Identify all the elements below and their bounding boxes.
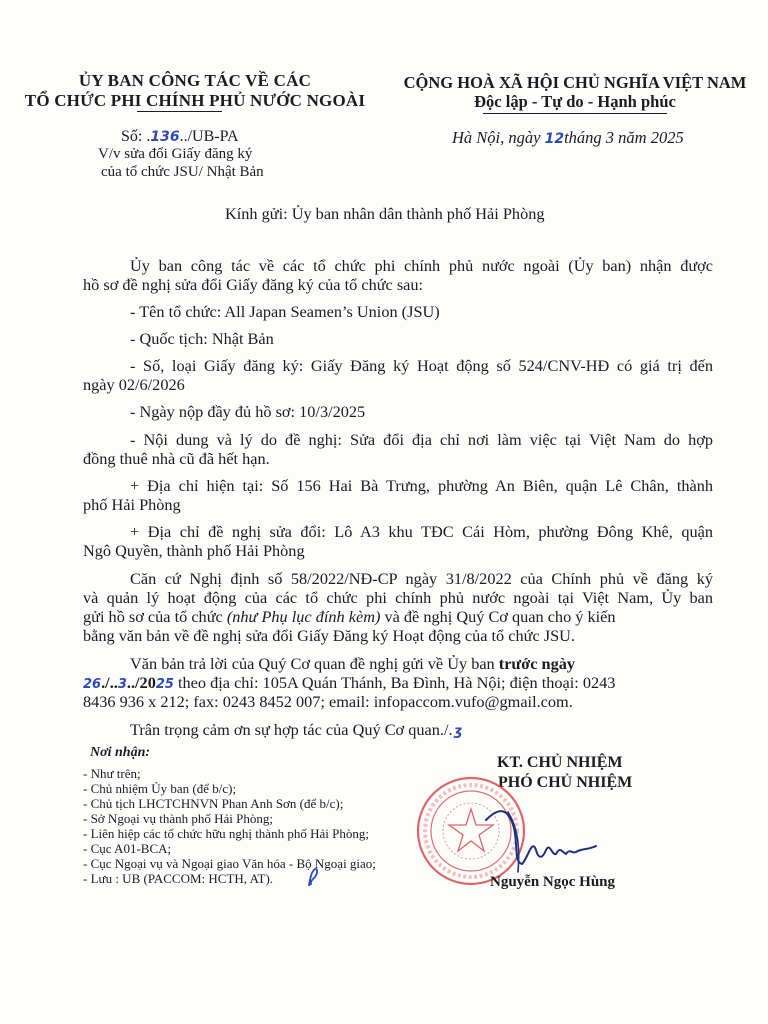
- basis-line3: gửi hồ sơ của tổ chức (như Phụ lục đính kèm) và đề nghị Quý Cơ quan cho ý kiến: [83, 607, 616, 626]
- new-address-line2: Ngô Quyền, thành phố Hải Phòng: [83, 541, 305, 560]
- motto-underline: [483, 113, 667, 114]
- recipient-item: - Lưu : UB (PACCOM: HCTH, AT).: [83, 871, 274, 886]
- org-name-item: - Tên tổ chức: All Japan Seamen’s Union (JSU): [130, 302, 440, 321]
- reply-line2: 26./..3../2025 theo địa chỉ: 105A Quán Thánh, Ba Đình, Hà Nội; điện thoại: 0243: [83, 673, 616, 692]
- reason-line2: đồng thuê nhà cũ đã hết hạn.: [83, 449, 270, 468]
- submit-date-item: - Ngày nộp đầy đủ hồ sơ: 10/3/2025: [130, 402, 366, 421]
- license-line2: ngày 02/6/2026: [83, 375, 185, 394]
- signer-name: Nguyễn Ngọc Hùng: [490, 874, 616, 890]
- new-address-line1: + Địa chỉ đề nghị sửa đổi: Lô A3 khu TĐC Cái Hòm, phường Đông Khê, quận: [130, 522, 713, 541]
- basis-line2: và quản lý hoạt động của các tổ chức phi chính phủ nước ngoài tại Việt Nam, Ủy ban: [83, 588, 713, 607]
- current-address-line1: + Địa chỉ hiện tại: Số 156 Hai Bà Trưng, phường An Biên, quận Lê Chân, thành: [130, 476, 713, 495]
- org-underline: [137, 111, 222, 112]
- handwritten-signature-icon: [478, 798, 604, 878]
- recipient-item: - Cục A01-BCA;: [83, 841, 172, 856]
- document-number: Số: .136../UB-PA: [121, 128, 239, 145]
- signature-title1: KT. CHỦ NHIỆM: [497, 754, 623, 771]
- basis-line1: Căn cứ Nghị định số 58/2022/NĐ-CP ngày 31/8/2022 của Chính phủ về đăng ký: [130, 569, 713, 588]
- subject-line1: V/v sửa đổi Giấy đăng ký: [98, 146, 253, 162]
- intro-line2: hồ sơ đề nghị sửa đổi Giấy đăng ký của tổ chức sau:: [83, 275, 424, 294]
- license-line1: - Số, loại Giấy đăng ký: Giấy Đăng ký Hoạt động số 524/CNV-HĐ có giá trị đến: [130, 356, 713, 375]
- thanks-line: Trân trọng cảm ơn sự hợp tác của Quý Cơ quan./. ʒ: [130, 720, 463, 739]
- recipient-item: - Liên hiệp các tổ chức hữu nghị thành phố Hải Phòng;: [83, 826, 369, 841]
- recipient-item: - Sở Ngoại vụ thành phố Hải Phòng;: [83, 811, 273, 826]
- national-motto: Độc lập - Tự do - Hạnh phúc: [474, 92, 676, 111]
- nationality-item: - Quốc tịch: Nhật Bản: [130, 329, 274, 348]
- initial-mark-icon: [306, 866, 320, 888]
- issue-date: Hà Nội, ngày 12tháng 3 năm 2025: [452, 128, 684, 147]
- org-name-line1: ỦY BAN CÔNG TÁC VỀ CÁC: [78, 71, 312, 90]
- signature-title2: PHÓ CHỦ NHIỆM: [498, 774, 633, 791]
- intro-line1: Ủy ban công tác về các tổ chức phi chính phủ nước ngoài (Ủy ban) nhận được: [130, 256, 713, 275]
- org-name-line2: TỔ CHỨC PHI CHÍNH PHỦ NƯỚC NGOÀI: [24, 91, 366, 110]
- recipient-item: - Cục Ngoại vụ và Ngoại giao Văn hóa - Bộ Ngoại giao;: [83, 856, 376, 871]
- subject-line2: của tổ chức JSU/ Nhật Bản: [101, 164, 264, 180]
- recipient-item: - Chủ tịch LHCTCHNVN Phan Anh Sơn (để b/c);: [83, 796, 344, 811]
- recipient-item: - Chủ nhiệm Ủy ban (để b/c);: [83, 781, 237, 796]
- reply-line3: 8436 936 x 212; fax: 0243 8452 007; email: infopaccom.vufo@gmail.com.: [83, 692, 573, 711]
- current-address-line2: phố Hải Phòng: [83, 495, 181, 514]
- reason-line1: - Nội dung và lý do đề nghị: Sửa đổi địa chỉ nơi làm việc tại Việt Nam do hợp: [130, 430, 713, 449]
- recipient-item: - Như trên;: [83, 766, 141, 781]
- national-title: CỘNG HOÀ XÃ HỘI CHỦ NGHĨA VIỆT NAM: [403, 73, 747, 92]
- addressee: Kính gửi: Ủy ban nhân dân thành phố Hải Phòng: [225, 204, 545, 223]
- reply-line1: Văn bản trả lời của Quý Cơ quan đề nghị gửi về Ủy ban trước ngày: [130, 654, 575, 673]
- basis-line4: bằng văn bản về đề nghị sửa đổi Giấy Đăng ký Hoạt động của tổ chức JSU.: [83, 626, 575, 645]
- recipients-title: Nơi nhận:: [90, 745, 151, 760]
